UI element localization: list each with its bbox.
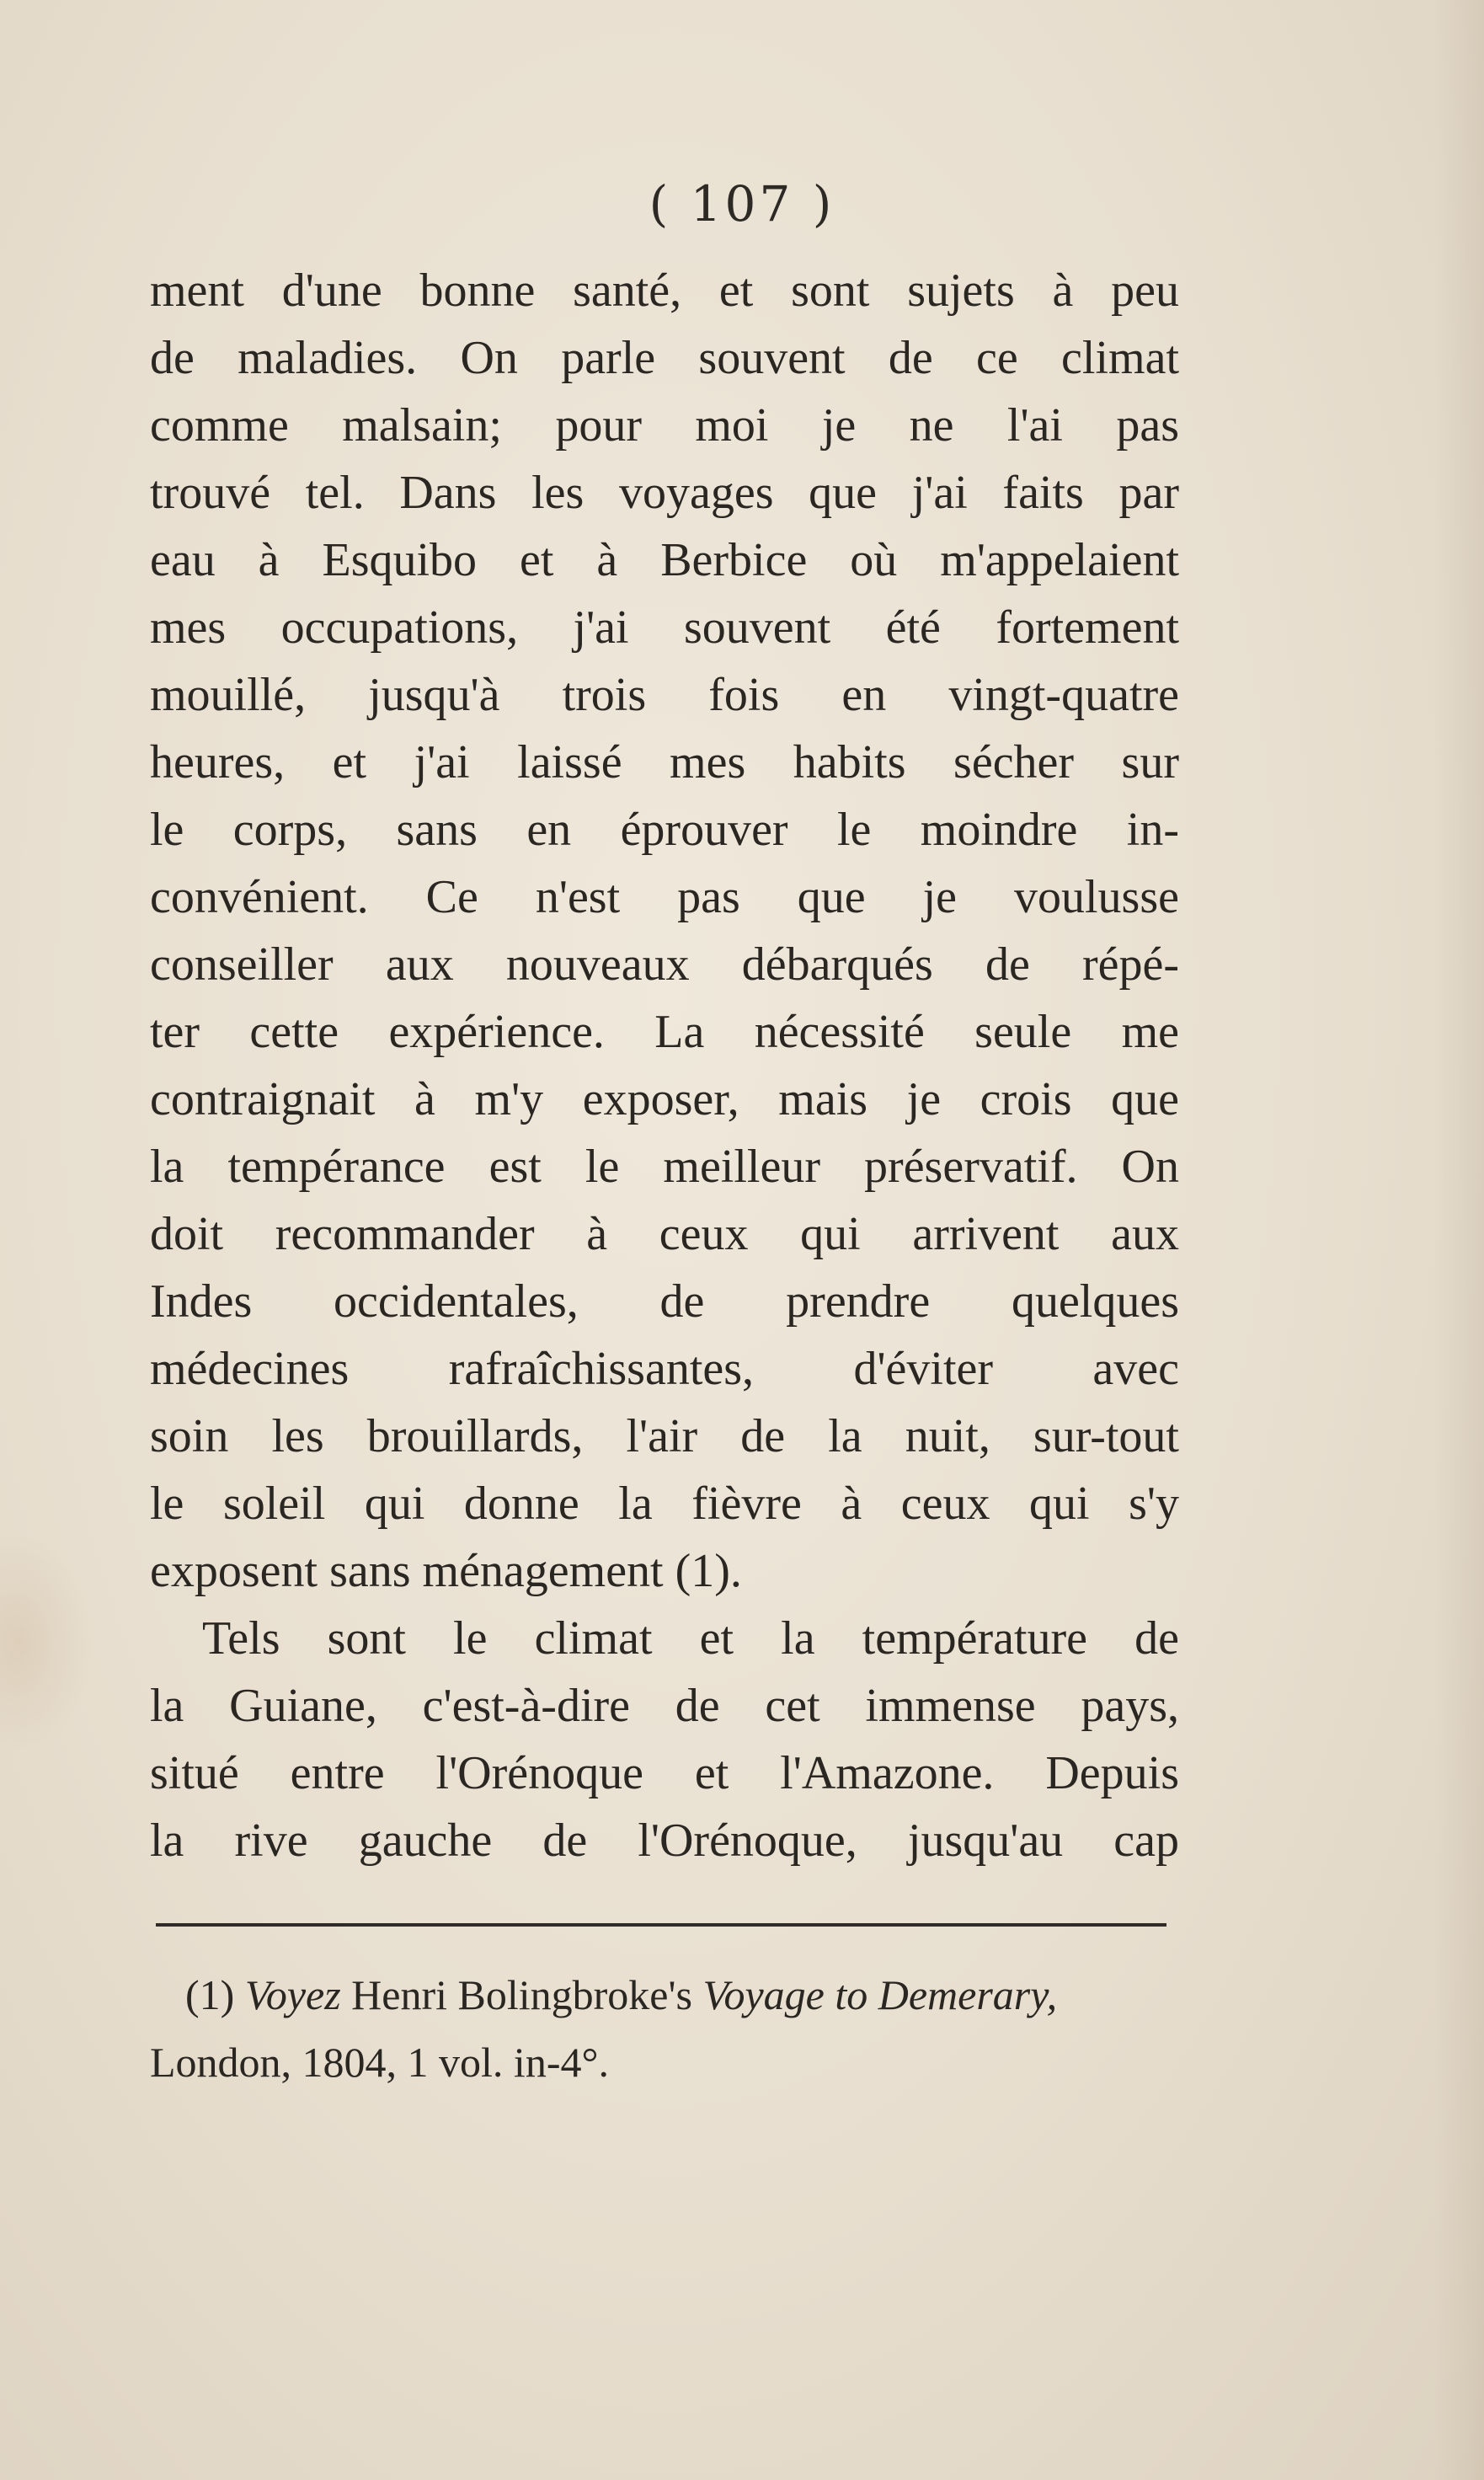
paragraph-start-line: Tels sont le climat et la température de <box>202 1612 1179 1665</box>
text-line: trouvé tel. Dans les voyages que j'ai faits par <box>150 467 1179 519</box>
footnote-voyez: Voyez <box>244 1971 341 2018</box>
page-number: ( 107 ) <box>649 175 835 232</box>
text-line: situé entre l'Orénoque et l'Amazone. Depuis <box>150 1747 1179 1799</box>
footnote <box>150 1961 1186 2096</box>
text-line: la rive gauche de l'Orénoque, jusqu'au cap <box>150 1815 1179 1867</box>
footnote-marker: (1) <box>185 1971 235 2018</box>
text-line: le corps, sans en éprouver le moindre in- <box>150 804 1179 856</box>
footnote-line <box>150 1961 1186 2028</box>
text-line: comme malsain; pour moi je ne l'ai pas <box>150 399 1179 452</box>
page-edge-shadow <box>1433 0 1484 2480</box>
text-line: exposent sans ménagement (1). <box>150 1545 742 1597</box>
text-line: conseiller aux nouveaux débarqués de répé- <box>150 938 1179 991</box>
text-line: heures, et j'ai laissé mes habits sécher sur <box>150 736 1179 788</box>
text-line: mes occupations, j'ai souvent été fortement <box>150 601 1179 654</box>
text-line: ter cette expérience. La nécessité seule me <box>150 1006 1179 1058</box>
main-text <box>150 257 1179 1874</box>
text-line: le soleil qui donne la fièvre à ceux qui s'y <box>150 1478 1179 1530</box>
footnote-author: Henri Bolingbroke's <box>351 1971 692 2018</box>
footnote-rule <box>156 1923 1166 1927</box>
paper-stain <box>0 1533 93 1752</box>
text-line: Indes occidentales, de prendre quelques <box>150 1275 1179 1328</box>
footnote-work-title: Voyage to Demerary, <box>702 1971 1058 2018</box>
text-line: ment d'une bonne santé, et sont sujets à peu <box>150 265 1179 317</box>
text-line: soin les brouillards, l'air de la nuit, sur-tout <box>150 1410 1179 1462</box>
text-line: mouillé, jusqu'à trois fois en vingt-quatre <box>150 669 1179 721</box>
text-line: la Guiane, c'est-à-dire de cet immense pays, <box>150 1680 1179 1732</box>
text-line: contraignait à m'y exposer, mais je crois que <box>150 1073 1179 1125</box>
footnote-imprint: London, 1804, 1 vol. in-4°. <box>150 2039 609 2086</box>
text-line: convénient. Ce n'est pas que je voulusse <box>150 871 1179 923</box>
text-line: la tempérance est le meilleur préservatif. On <box>150 1141 1179 1193</box>
text-line: de maladies. On parle souvent de ce climat <box>150 332 1179 384</box>
text-line: doit recommander à ceux qui arrivent aux <box>150 1208 1179 1260</box>
text-line: eau à Esquibo et à Berbice où m'appelaient <box>150 534 1179 586</box>
text-line: médecines rafraîchissantes, d'éviter avec <box>150 1343 1179 1395</box>
